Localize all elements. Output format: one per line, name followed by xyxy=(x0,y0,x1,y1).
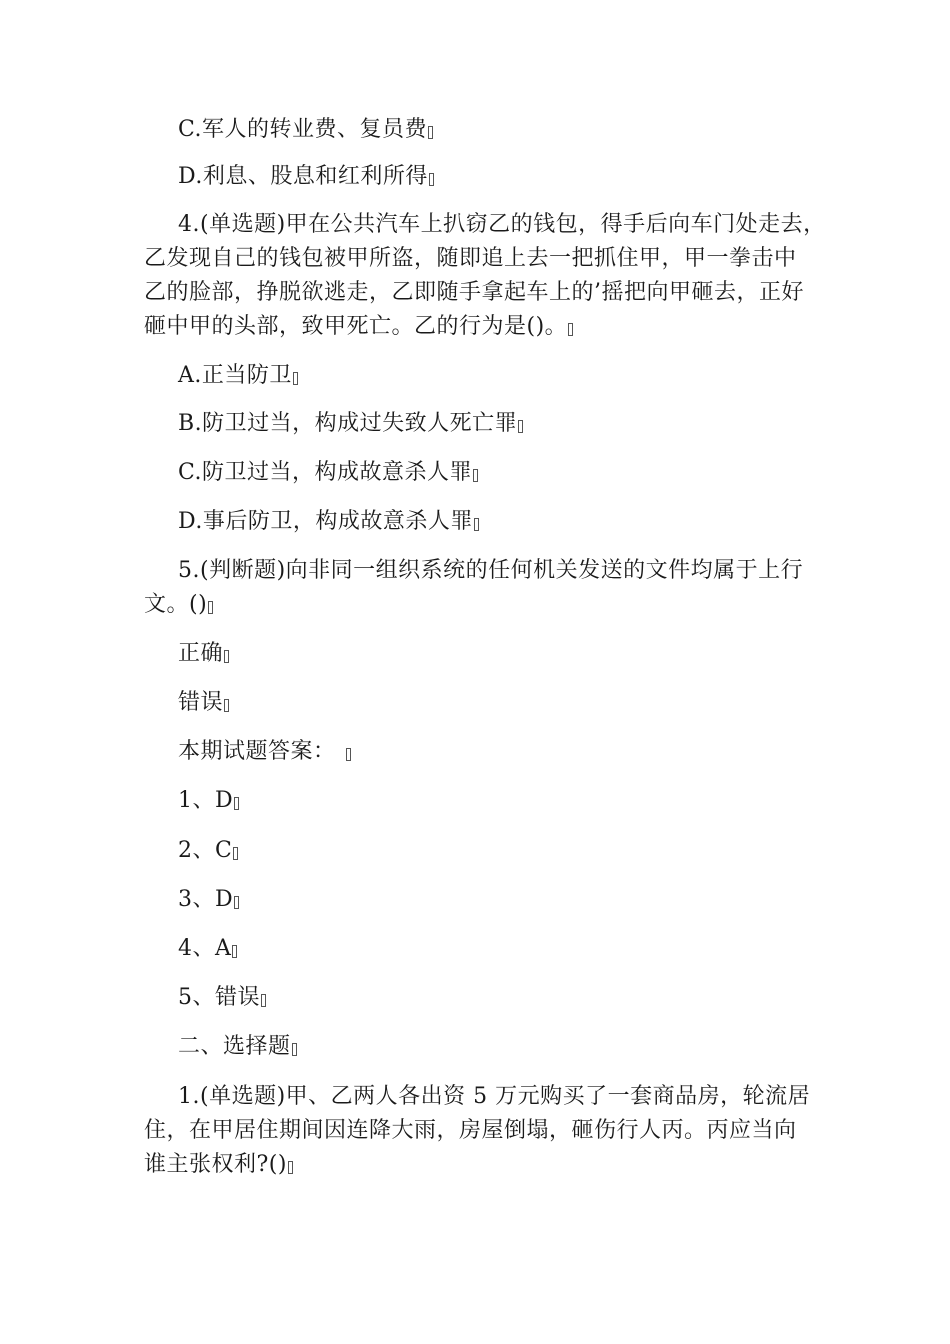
question-5-line-1 xyxy=(178,554,803,587)
question-4-line-2 xyxy=(144,242,797,275)
option-text: 错误 xyxy=(178,690,224,715)
paragraph-mark-icon xyxy=(429,173,434,186)
option-d-q3 xyxy=(178,160,434,193)
paragraph-mark-icon xyxy=(346,748,351,761)
question-text: 5.(判断题)向非同一组织系统的任何机关发送的文件均属于上行 xyxy=(178,558,804,583)
paragraph-mark-icon xyxy=(233,847,238,860)
question-1-line-3 xyxy=(144,1148,293,1181)
option-text: D.利息、股息和红利所得 xyxy=(178,164,428,189)
option-text: C.防卫过当，构成故意杀人罪 xyxy=(178,460,473,485)
answer-3 xyxy=(178,883,239,916)
paragraph-mark-icon xyxy=(261,994,266,1007)
answer-text: 4、A xyxy=(178,936,232,961)
paragraph-mark-icon xyxy=(428,126,433,139)
option-a-q4 xyxy=(178,359,298,392)
paragraph-mark-icon xyxy=(224,650,229,663)
question-4-line-3 xyxy=(144,276,804,309)
paragraph-mark-icon xyxy=(232,945,237,958)
answer-2 xyxy=(178,834,238,867)
section-heading xyxy=(178,1030,297,1063)
question-text: 1.(单选题)甲、乙两人各出资 5 万元购买了一套商品房，轮流居 xyxy=(178,1084,811,1109)
paragraph-mark-icon xyxy=(292,1043,297,1056)
option-b-q4 xyxy=(178,407,523,440)
answer-text: 2、C xyxy=(178,838,233,863)
paragraph-mark-icon xyxy=(474,518,479,531)
answer-4 xyxy=(178,932,237,965)
option-c-q4 xyxy=(178,456,478,489)
question-1-line-1 xyxy=(178,1080,810,1113)
question-text: 砸中甲的头部，致甲死亡。乙的行为是()。 xyxy=(144,314,568,339)
option-text: C.军人的转业费、复员费 xyxy=(178,117,428,142)
question-4-line-4 xyxy=(144,310,573,343)
question-text: 住，在甲居住期间因连降大雨，房屋倒塌，砸伤行人丙。丙应当向 xyxy=(144,1118,797,1143)
question-text: 4.(单选题)甲在公共汽车上扒窃乙的钱包，得手后向车门处走去， xyxy=(178,212,826,237)
answer-text: 1、D xyxy=(178,788,234,813)
answers-heading xyxy=(178,735,351,768)
option-d-q4 xyxy=(178,505,479,538)
option-true xyxy=(178,637,229,670)
option-text: 正确 xyxy=(178,641,224,666)
answer-1 xyxy=(178,784,239,817)
question-text: 谁主张权利?() xyxy=(144,1152,287,1177)
option-text: B.防卫过当，构成过失致人死亡罪 xyxy=(178,411,518,436)
question-5-line-2 xyxy=(144,588,213,621)
option-text: A.正当防卫 xyxy=(178,363,292,388)
paragraph-mark-icon xyxy=(234,896,239,909)
paragraph-mark-icon xyxy=(234,797,239,810)
answer-text: 3、D xyxy=(178,887,234,912)
question-4-line-1 xyxy=(178,208,826,241)
paragraph-mark-icon xyxy=(208,601,213,614)
option-text: D.事后防卫，构成故意杀人罪 xyxy=(178,509,473,534)
answer-text: 5、错误 xyxy=(178,985,260,1010)
heading-text: 本期试题答案： xyxy=(178,739,336,764)
question-text: 乙发现自己的钱包被甲所盗，随即追上去一把抓住甲，甲一拳击中 xyxy=(144,246,797,271)
question-1-line-2 xyxy=(144,1114,797,1147)
option-c-q3 xyxy=(178,113,433,146)
paragraph-mark-icon xyxy=(224,699,229,712)
question-text: 乙的脸部，挣脱欲逃走，乙即随手拿起车上的’摇把向甲砸去，正好 xyxy=(144,280,804,305)
paragraph-mark-icon xyxy=(293,372,298,385)
option-false xyxy=(178,686,229,719)
paragraph-mark-icon xyxy=(518,420,523,433)
paragraph-mark-icon xyxy=(568,323,573,336)
heading-text: 二、选择题 xyxy=(178,1034,291,1059)
paragraph-mark-icon xyxy=(288,1161,293,1174)
paragraph-mark-icon xyxy=(473,469,478,482)
question-text: 文。() xyxy=(144,592,208,617)
answer-5 xyxy=(178,981,266,1014)
